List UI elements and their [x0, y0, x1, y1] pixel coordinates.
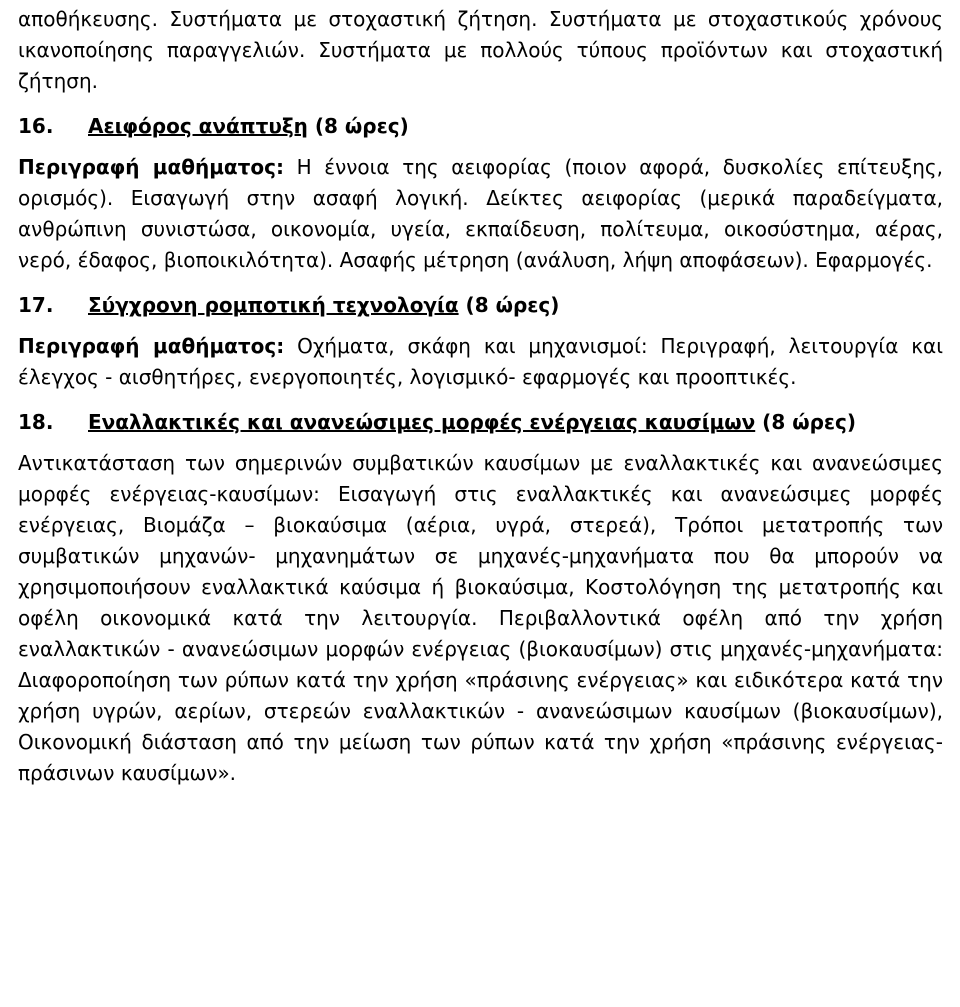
- section-16-description: [18, 152, 943, 276]
- section-hours: (8 ώρες): [307, 114, 409, 138]
- section-17-heading: [18, 290, 943, 321]
- section-16-heading: [18, 111, 943, 142]
- section-title: Σύγχρονη ρομποτική τεχνολογία: [88, 293, 459, 317]
- section-title: Εναλλακτικές και ανανεώσιμες μορφές ενέργειας καυσίμων: [88, 410, 756, 434]
- section-hours: (8 ώρες): [458, 293, 560, 317]
- section-number: 18.: [18, 410, 54, 434]
- section-18-description: Αντικατάσταση των σημερινών συμβατικών καυσίμων με εναλλακτικές και ανανεώσιμες μορφές ενέργειας-καυσίμων: Εισαγωγή στις εναλλακτικές και ανανεώσιμες μορφές ενέργειας, Βιομάζα – βιοκαύσιμα (αέρια, υγρά, στερεά), Τρόποι μετατροπής των συμβατικών μηχανών- μηχανημάτων σε μηχανές-μηχανήματα που θα μπορούν να χρησιμοποιήσουν εναλλακτικά καύσιμα ή βιοκαύσιμα, Κοστολόγηση της μετατροπής και οφέλη οικονομικά κατά την λειτουργία. Περιβαλλοντικά οφέλη από την χρήση εναλλακτικών - ανανεώσιμων μορφών ενέργειας (βιοκαυσίμων) στις μηχανές-μηχανήματα: Διαφοροποίηση των ρύπων κατά την χρήση «πράσινης ενέργειας» και ειδικότερα κατά την χρήση υγρών, αερίων, στερεών εναλλακτικών - ανανεώσιμων καυσίμων (βιοκαυσίμων), Οικονομική διάσταση από την μείωση των ρύπων κατά την χρήση «πράσινης ενέργειας-πράσινων καυσίμων».: [18, 451, 943, 785]
- description-label: Περιγραφή μαθήματος:: [18, 334, 285, 358]
- section-hours: (8 ώρες): [755, 410, 857, 434]
- description-text: Οχήματα, σκάφη και μηχανισμοί: Περιγραφή, λειτουργία και έλεγχος - αισθητήρες, ενεργοποιητές, λογισμικό- εφαρμογές και προοπτικές.: [18, 334, 943, 389]
- intro-paragraph: αποθήκευσης. Συστήματα με στοχαστική ζήτηση. Συστήματα με στοχαστικούς χρόνους ικανοποίησης παραγγελιών. Συστήματα με πολλούς τύπους προϊόντων και στοχαστική ζήτηση.: [18, 7, 943, 93]
- section-18-heading: [18, 407, 943, 438]
- section-17-description: [18, 331, 943, 393]
- description-text: Η έννοια της αειφορίας (ποιον αφορά, δυσκολίες επίτευξης, ορισμός). Εισαγωγή στην ασαφή λογική. Δείκτες αειφορίας (μερικά παραδείγματα, ανθρώπινη συνιστώσα, οικονομία, υγεία, εκπαίδευση, πολίτευμα, οικοσύστημα, αέρας, νερό, έδαφος, βιοποικιλότητα). Ασαφής μέτρηση (ανάλυση, λήψη αποφάσεων). Εφαρμογές.: [18, 155, 943, 272]
- description-label: Περιγραφή μαθήματος:: [18, 155, 285, 179]
- section-title: Αειφόρος ανάπτυξη: [88, 114, 308, 138]
- section-number: 16.: [18, 114, 54, 138]
- section-number: 17.: [18, 293, 54, 317]
